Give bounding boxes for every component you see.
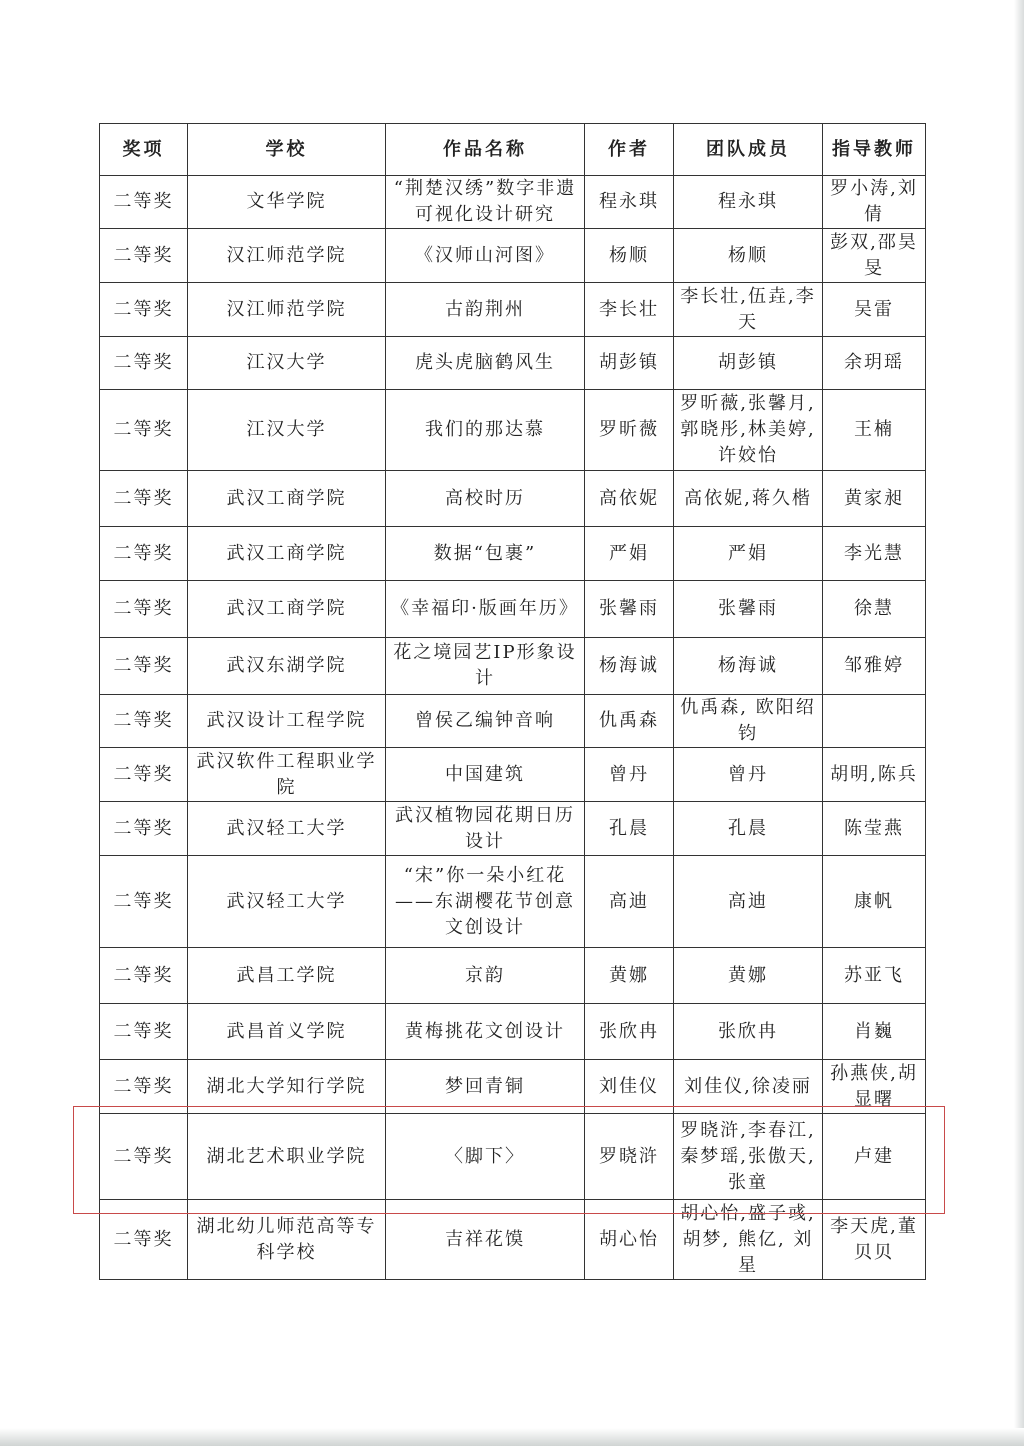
cell-work: 花之境园艺IP形象设计 [386, 638, 585, 695]
cell-advisor: 肖巍 [823, 1004, 926, 1060]
cell-work: 曾侯乙编钟音响 [386, 695, 585, 748]
cell-team: 刘佳仪,徐凌丽 [674, 1060, 823, 1114]
cell-work: “荆楚汉绣”数字非遗可视化设计研究 [386, 176, 585, 229]
header-advisor: 指导教师 [823, 124, 926, 176]
cell-work: 我们的那达慕 [386, 390, 585, 471]
cell-award: 二等奖 [100, 283, 188, 337]
cell-author: 曾丹 [585, 748, 674, 802]
cell-author: 杨海诚 [585, 638, 674, 695]
cell-advisor: 彭双,邵昊旻 [823, 229, 926, 283]
cell-team: 胡心怡,盛子彧, 胡梦, 熊亿, 刘星 [674, 1200, 823, 1280]
cell-author: 高迪 [585, 856, 674, 948]
cell-advisor: 孙燕侠,胡显曙 [823, 1060, 926, 1114]
cell-author: 刘佳仪 [585, 1060, 674, 1114]
cell-award: 二等奖 [100, 229, 188, 283]
header-award: 奖项 [100, 124, 188, 176]
cell-school: 武汉工商学院 [188, 471, 386, 527]
cell-advisor: 黄家昶 [823, 471, 926, 527]
cell-work: 黄梅挑花文创设计 [386, 1004, 585, 1060]
cell-work: “宋”你一朵小红花——东湖樱花节创意文创设计 [386, 856, 585, 948]
cell-team: 罗昕薇,张馨月,郭晓彤,林美婷,许姣怡 [674, 390, 823, 471]
cell-school: 汉江师范学院 [188, 283, 386, 337]
cell-award: 二等奖 [100, 948, 188, 1004]
cell-work: 吉祥花馍 [386, 1200, 585, 1280]
cell-work: 数据“包裹” [386, 527, 585, 581]
cell-advisor: 吴雷 [823, 283, 926, 337]
table-header-row [100, 124, 926, 176]
header-school: 学校 [188, 124, 386, 176]
cell-school: 武昌首义学院 [188, 1004, 386, 1060]
table-row [100, 1060, 926, 1114]
cell-author: 胡心怡 [585, 1200, 674, 1280]
cell-team: 黄娜 [674, 948, 823, 1004]
table-row [100, 471, 926, 527]
cell-work: 高校时历 [386, 471, 585, 527]
cell-author: 罗昕薇 [585, 390, 674, 471]
cell-award: 二等奖 [100, 1060, 188, 1114]
award-table [99, 123, 926, 1280]
cell-school: 湖北大学知行学院 [188, 1060, 386, 1114]
cell-team: 曾丹 [674, 748, 823, 802]
page-edge-shadow-right [1014, 0, 1024, 1446]
cell-award: 二等奖 [100, 527, 188, 581]
cell-author: 罗晓浒 [585, 1114, 674, 1200]
cell-school: 武汉东湖学院 [188, 638, 386, 695]
cell-school: 武汉轻工大学 [188, 856, 386, 948]
cell-work: 〈脚下〉 [386, 1114, 585, 1200]
cell-award: 二等奖 [100, 471, 188, 527]
cell-work: 京韵 [386, 948, 585, 1004]
cell-advisor: 卢建 [823, 1114, 926, 1200]
cell-advisor: 胡明,陈兵 [823, 748, 926, 802]
table-row [100, 695, 926, 748]
table-row [100, 948, 926, 1004]
cell-author: 张馨雨 [585, 581, 674, 638]
cell-school: 武汉轻工大学 [188, 802, 386, 856]
cell-award: 二等奖 [100, 390, 188, 471]
cell-team: 张欣冉 [674, 1004, 823, 1060]
cell-school: 文华学院 [188, 176, 386, 229]
cell-school: 湖北艺术职业学院 [188, 1114, 386, 1200]
table-row [100, 176, 926, 229]
cell-award: 二等奖 [100, 1200, 188, 1280]
cell-school: 汉江师范学院 [188, 229, 386, 283]
cell-school: 武汉软件工程职业学院 [188, 748, 386, 802]
table-row [100, 390, 926, 471]
table-row [100, 802, 926, 856]
cell-team: 高迪 [674, 856, 823, 948]
cell-advisor: 邹雅婷 [823, 638, 926, 695]
cell-author: 李长壮 [585, 283, 674, 337]
cell-award: 二等奖 [100, 337, 188, 390]
table-row [100, 638, 926, 695]
cell-team: 张馨雨 [674, 581, 823, 638]
cell-author: 高依妮 [585, 471, 674, 527]
cell-work: 古韵荆州 [386, 283, 585, 337]
header-team: 团队成员 [674, 124, 823, 176]
table-row [100, 748, 926, 802]
cell-advisor: 康帆 [823, 856, 926, 948]
cell-author: 仇禹森 [585, 695, 674, 748]
cell-team: 李长壮,伍垚,李天 [674, 283, 823, 337]
cell-work: 虎头虎脑鹤风生 [386, 337, 585, 390]
cell-team: 程永琪 [674, 176, 823, 229]
cell-advisor: 徐慧 [823, 581, 926, 638]
cell-advisor: 陈莹燕 [823, 802, 926, 856]
cell-team: 孔晨 [674, 802, 823, 856]
cell-school: 江汉大学 [188, 390, 386, 471]
cell-advisor [823, 695, 926, 748]
cell-award: 二等奖 [100, 695, 188, 748]
table-row [100, 581, 926, 638]
cell-team: 杨顺 [674, 229, 823, 283]
cell-author: 严娟 [585, 527, 674, 581]
cell-school: 武昌工学院 [188, 948, 386, 1004]
cell-school: 武汉工商学院 [188, 527, 386, 581]
cell-award: 二等奖 [100, 581, 188, 638]
cell-author: 张欣冉 [585, 1004, 674, 1060]
header-author: 作者 [585, 124, 674, 176]
table-row [100, 229, 926, 283]
cell-work: 梦回青铜 [386, 1060, 585, 1114]
cell-award: 二等奖 [100, 1004, 188, 1060]
cell-advisor: 李天虎,董贝贝 [823, 1200, 926, 1280]
table-row [100, 856, 926, 948]
header-work: 作品名称 [386, 124, 585, 176]
cell-award: 二等奖 [100, 638, 188, 695]
cell-author: 程永琪 [585, 176, 674, 229]
cell-work: 中国建筑 [386, 748, 585, 802]
cell-team: 仇禹森, 欧阳绍钧 [674, 695, 823, 748]
cell-author: 杨顺 [585, 229, 674, 283]
cell-author: 黄娜 [585, 948, 674, 1004]
cell-award: 二等奖 [100, 176, 188, 229]
cell-author: 胡彭镇 [585, 337, 674, 390]
cell-advisor: 罗小涛,刘倩 [823, 176, 926, 229]
cell-work: 武汉植物园花期日历设计 [386, 802, 585, 856]
cell-team: 罗晓浒,李春江,秦梦瑶,张傲天,张童 [674, 1114, 823, 1200]
cell-school: 湖北幼儿师范高等专科学校 [188, 1200, 386, 1280]
cell-team: 胡彭镇 [674, 337, 823, 390]
cell-advisor: 余玥瑶 [823, 337, 926, 390]
table-row [100, 527, 926, 581]
cell-team: 高依妮,蒋久楷 [674, 471, 823, 527]
cell-school: 武汉设计工程学院 [188, 695, 386, 748]
table-row [100, 283, 926, 337]
cell-advisor: 苏亚飞 [823, 948, 926, 1004]
cell-advisor: 李光慧 [823, 527, 926, 581]
cell-work: 《幸福印·版画年历》 [386, 581, 585, 638]
cell-team: 严娟 [674, 527, 823, 581]
cell-award: 二等奖 [100, 1114, 188, 1200]
cell-work: 《汉师山河图》 [386, 229, 585, 283]
table-row-highlighted [100, 1114, 926, 1200]
cell-award: 二等奖 [100, 802, 188, 856]
cell-school: 武汉工商学院 [188, 581, 386, 638]
table-row [100, 1004, 926, 1060]
cell-school: 江汉大学 [188, 337, 386, 390]
cell-advisor: 王楠 [823, 390, 926, 471]
page-edge-shadow-bottom [0, 1428, 1024, 1446]
table-row [100, 1200, 926, 1280]
cell-team: 杨海诚 [674, 638, 823, 695]
table-row [100, 337, 926, 390]
cell-award: 二等奖 [100, 748, 188, 802]
cell-author: 孔晨 [585, 802, 674, 856]
cell-award: 二等奖 [100, 856, 188, 948]
